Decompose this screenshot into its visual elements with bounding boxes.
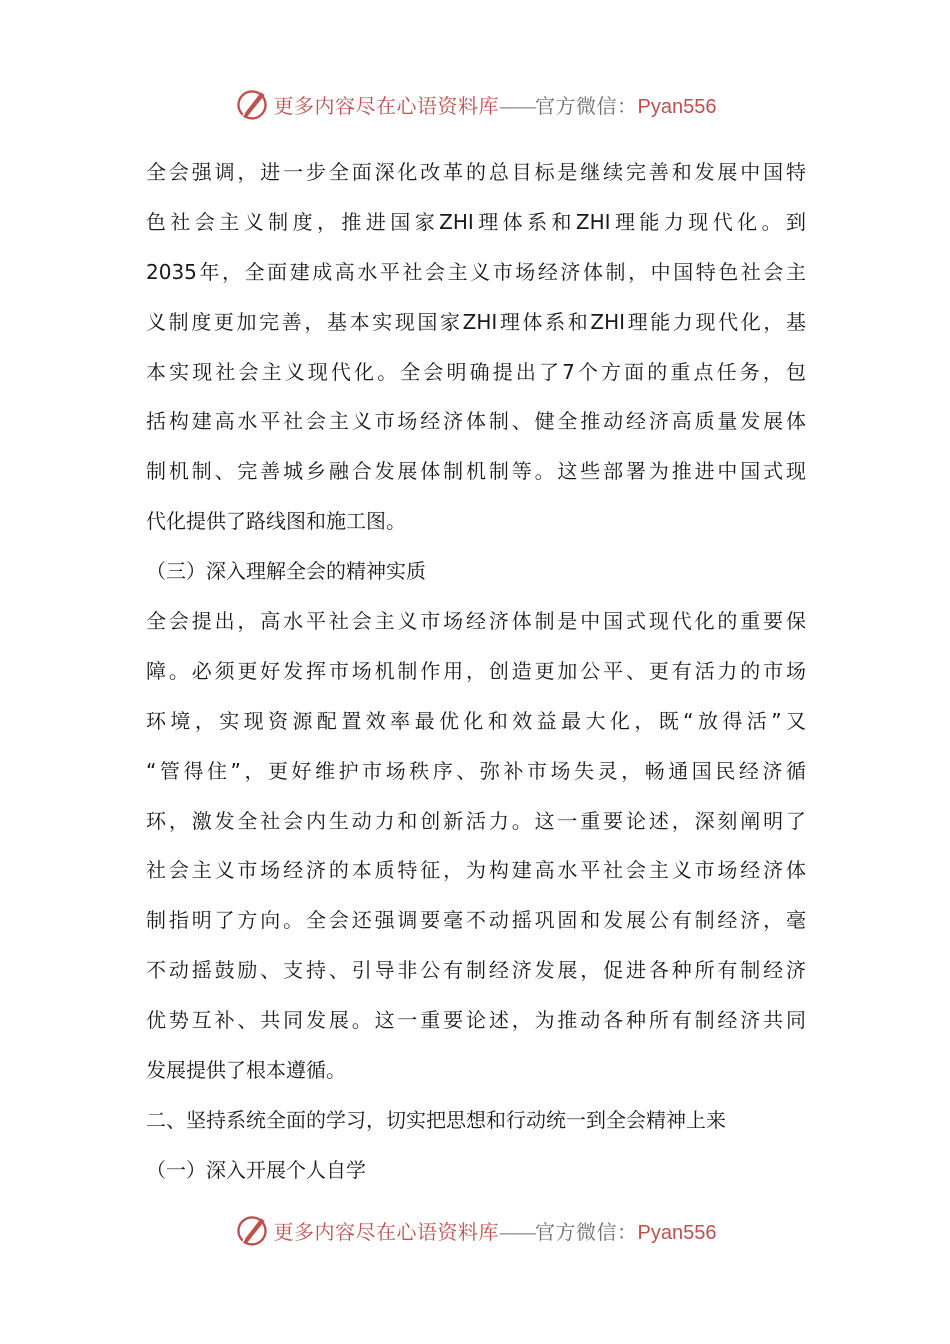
body-line: 2035年，全面建成高水平社会主义市场经济体制，中国特色社会主 [146,259,806,284]
body-line: 不动摇鼓励、支持、引导非公有制经济发展，促进各种所有制经济 [146,958,806,983]
banner-wechat-id: Pyan556 [637,1221,717,1244]
body-line: 全会强调，进一步全面深化改革的总目标是继续完善和发展中国特 [146,160,806,184]
banner-site-name: 更多内容尽在心语资料库 [273,1219,500,1244]
footer-banner [0,1210,950,1250]
body-line: 制机制、完善城乡融合发展体制机制等。这些部署为推进中国式现 [146,459,806,484]
body-line: 障。必须更好发挥市场机制作用，创造更加公平、更有活力的市场 [146,658,806,683]
body-line: 环，激发全社会内生动力和创新活力。这一重要论述，深刻阐明了 [146,808,806,833]
header-banner [0,84,950,124]
body-line: 色社会主义制度，推进国家ZHI理体系和ZHI理能力现代化。到 [146,209,806,234]
banner-wechat-label: 官方微信： [535,93,638,118]
body-line: 优势互补、共同发展。这一重要论述，为推动各种所有制经济共同 [146,1008,806,1033]
banner-wechat-label: 官方微信： [535,1219,638,1244]
document-body [146,148,806,1196]
body-line: 发展提供了根本遵循。 [146,1058,346,1083]
body-line: 制指明了方向。全会还强调要毫不动摇巩固和发展公有制经济，毫 [146,908,806,933]
banner-wechat-id: Pyan556 [637,95,717,118]
section-heading: （三）深入理解全会的精神实质 [146,559,426,584]
body-line: 全会提出，高水平社会主义市场经济体制是中国式现代化的重要保 [146,609,806,634]
chapter-heading: 二、坚持系统全面的学习，切实把思想和行动统一到全会精神上来 [146,1107,726,1132]
body-line: 代化提供了路线图和施工图。 [146,509,406,534]
body-line: 本实现社会主义现代化。全会明确提出了7个方面的重点任务，包 [146,359,806,384]
body-line: 环境，实现资源配置效率最优化和效益最大化，既“放得活”又 [146,708,806,733]
banner-site-name: 更多内容尽在心语资料库 [273,93,500,118]
banner-dash: —— [499,1219,536,1244]
section-heading: （一）深入开展个人自学 [146,1157,366,1182]
body-line: 括构建高水平社会主义市场经济体制、健全推动经济高质量发展体 [146,409,806,434]
banner-text [274,1216,717,1245]
banner-dash: —— [499,93,536,118]
quill-pen-icon [234,1212,270,1248]
body-line: 义制度更加完善，基本实现国家ZHI理体系和ZHI理能力现代化，基 [146,309,806,334]
body-line: 社会主义市场经济的本质特征，为构建高水平社会主义市场经济体 [146,858,806,883]
banner-text [274,90,717,119]
quill-pen-icon [234,86,270,122]
body-line: “管得住”，更好维护市场秩序、弥补市场失灵，畅通国民经济循 [146,758,806,783]
